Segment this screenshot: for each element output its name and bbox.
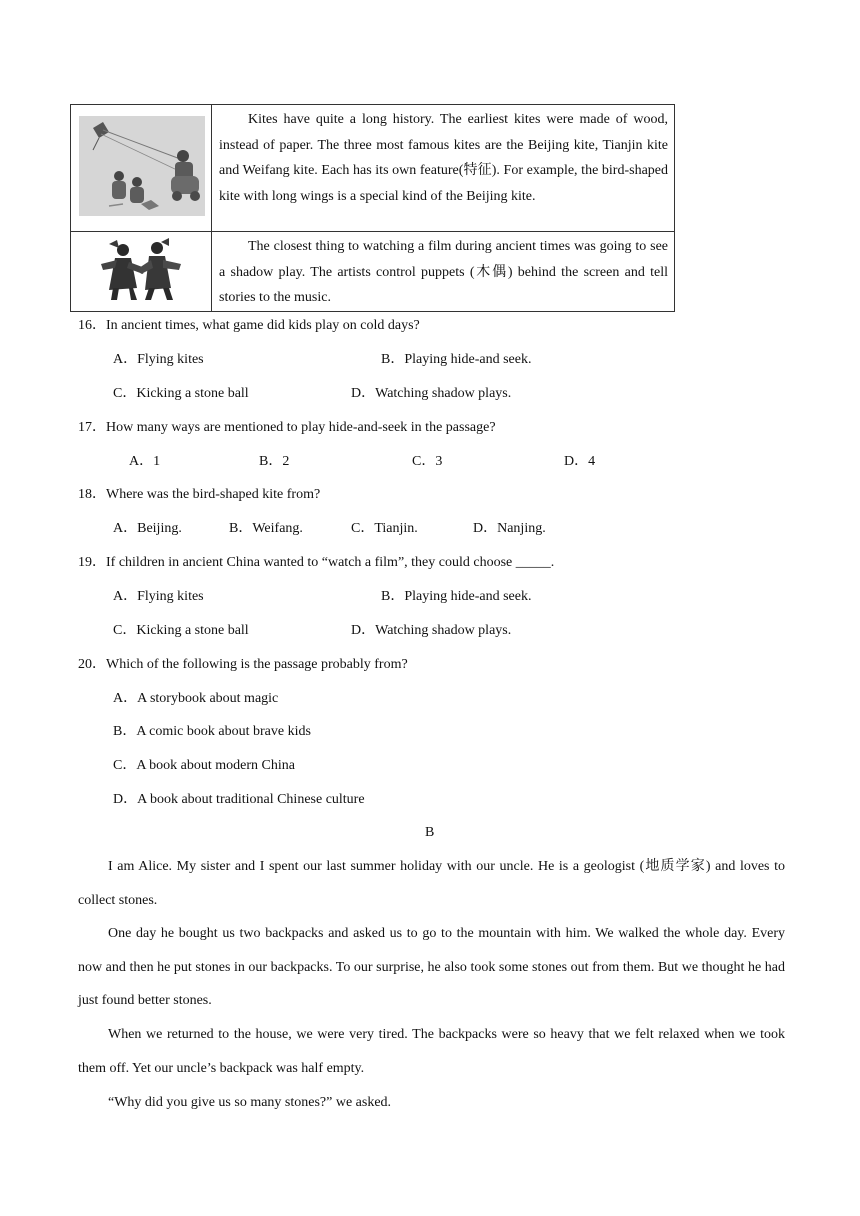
question-number: 19． <box>78 555 106 570</box>
question-16 <box>78 316 420 336</box>
table-text-cell <box>212 105 675 232</box>
option-c: C．3 <box>412 454 443 469</box>
option-a: A．Flying kites <box>113 589 204 604</box>
table-image-cell <box>71 105 212 232</box>
option-b: B．Playing hide-and seek. <box>381 589 532 604</box>
option-d: D．Nanjing. <box>473 521 546 536</box>
option-d: D．Watching shadow plays. <box>351 623 512 638</box>
option-c: C．Kicking a stone ball <box>113 386 249 401</box>
question-text: How many ways are mentioned to play hide-and-seek in the passage? <box>106 420 496 435</box>
question-17 <box>78 418 496 438</box>
shadow-puppets-illustration <box>99 238 183 302</box>
question-18 <box>78 485 320 505</box>
question-text: If children in ancient China wanted to “watch a film”, they could choose _____. <box>106 555 555 570</box>
story-paragraph: “Why did you give us so many stones?” we asked. <box>108 1095 392 1110</box>
table-text-cell <box>212 232 675 312</box>
question-20 <box>78 655 408 675</box>
question-number: 16． <box>78 318 106 333</box>
question-text: Which of the following is the passage probably from? <box>106 657 408 672</box>
question-19 <box>78 553 554 573</box>
table-row <box>71 105 675 232</box>
option-c: C．Tianjin. <box>351 521 418 536</box>
question-number: 17． <box>78 420 106 435</box>
option-b: B．Playing hide-and seek. <box>381 352 532 367</box>
question-number: 20． <box>78 657 106 672</box>
table-row <box>71 232 675 312</box>
shadow-play-paragraph: The closest thing to watching a film during ancient times was going to see a shadow play. The artists control puppets (木偶) behind the screen and tell stories to the music. <box>219 239 668 305</box>
option-b: B．Weifang. <box>229 521 303 536</box>
section-heading: B <box>425 825 435 840</box>
story-paragraph: I am Alice. My sister and I spent our last summer holiday with our uncle. He is a geologist (地质学家) and loves to collect stones. <box>78 859 785 908</box>
question-text: Where was the bird-shaped kite from? <box>106 487 321 502</box>
option-a: A．A storybook about magic <box>113 691 279 706</box>
option-b: B．A comic book about brave kids <box>113 724 311 739</box>
option-a: A．Flying kites <box>113 352 204 367</box>
option-c: C．Kicking a stone ball <box>113 623 249 638</box>
kite-flying-image <box>79 116 205 216</box>
kite-history-paragraph: Kites have quite a long history. The earliest kites were made of wood, instead of paper. The three most famous kites are the Beijing kite, Tianjin kite and Weifang kite. Each has its own feature(特征). For example, the bird-shaped kite with long wings is a special kind of the Beijing kite. <box>219 112 668 204</box>
shadow-puppets-image <box>99 238 183 302</box>
option-d: D．4 <box>564 454 596 469</box>
option-d: D．A book about traditional Chinese culture <box>113 792 365 807</box>
question-text: In ancient times, what game did kids play on cold days? <box>106 318 420 333</box>
story-paragraph: When we returned to the house, we were very tired. The backpacks were so heavy that we felt relaxed when we took them off. Yet our uncle’s backpack was half empty. <box>78 1027 785 1076</box>
kite-flying-illustration <box>79 116 205 216</box>
option-a: A．Beijing. <box>113 521 182 536</box>
info-table <box>70 104 675 312</box>
option-c: C．A book about modern China <box>113 758 295 773</box>
table-image-cell <box>71 232 212 312</box>
option-a: A．1 <box>129 454 161 469</box>
story-paragraph: One day he bought us two backpacks and asked us to go to the mountain with him. We walked the whole day. Every now and then he put stones in our backpacks. To our surprise, he also took some stones out from them. But we thought he had just found better stones. <box>78 926 785 1008</box>
option-b: B．2 <box>259 454 290 469</box>
question-number: 18． <box>78 487 106 502</box>
option-d: D．Watching shadow plays. <box>351 386 512 401</box>
